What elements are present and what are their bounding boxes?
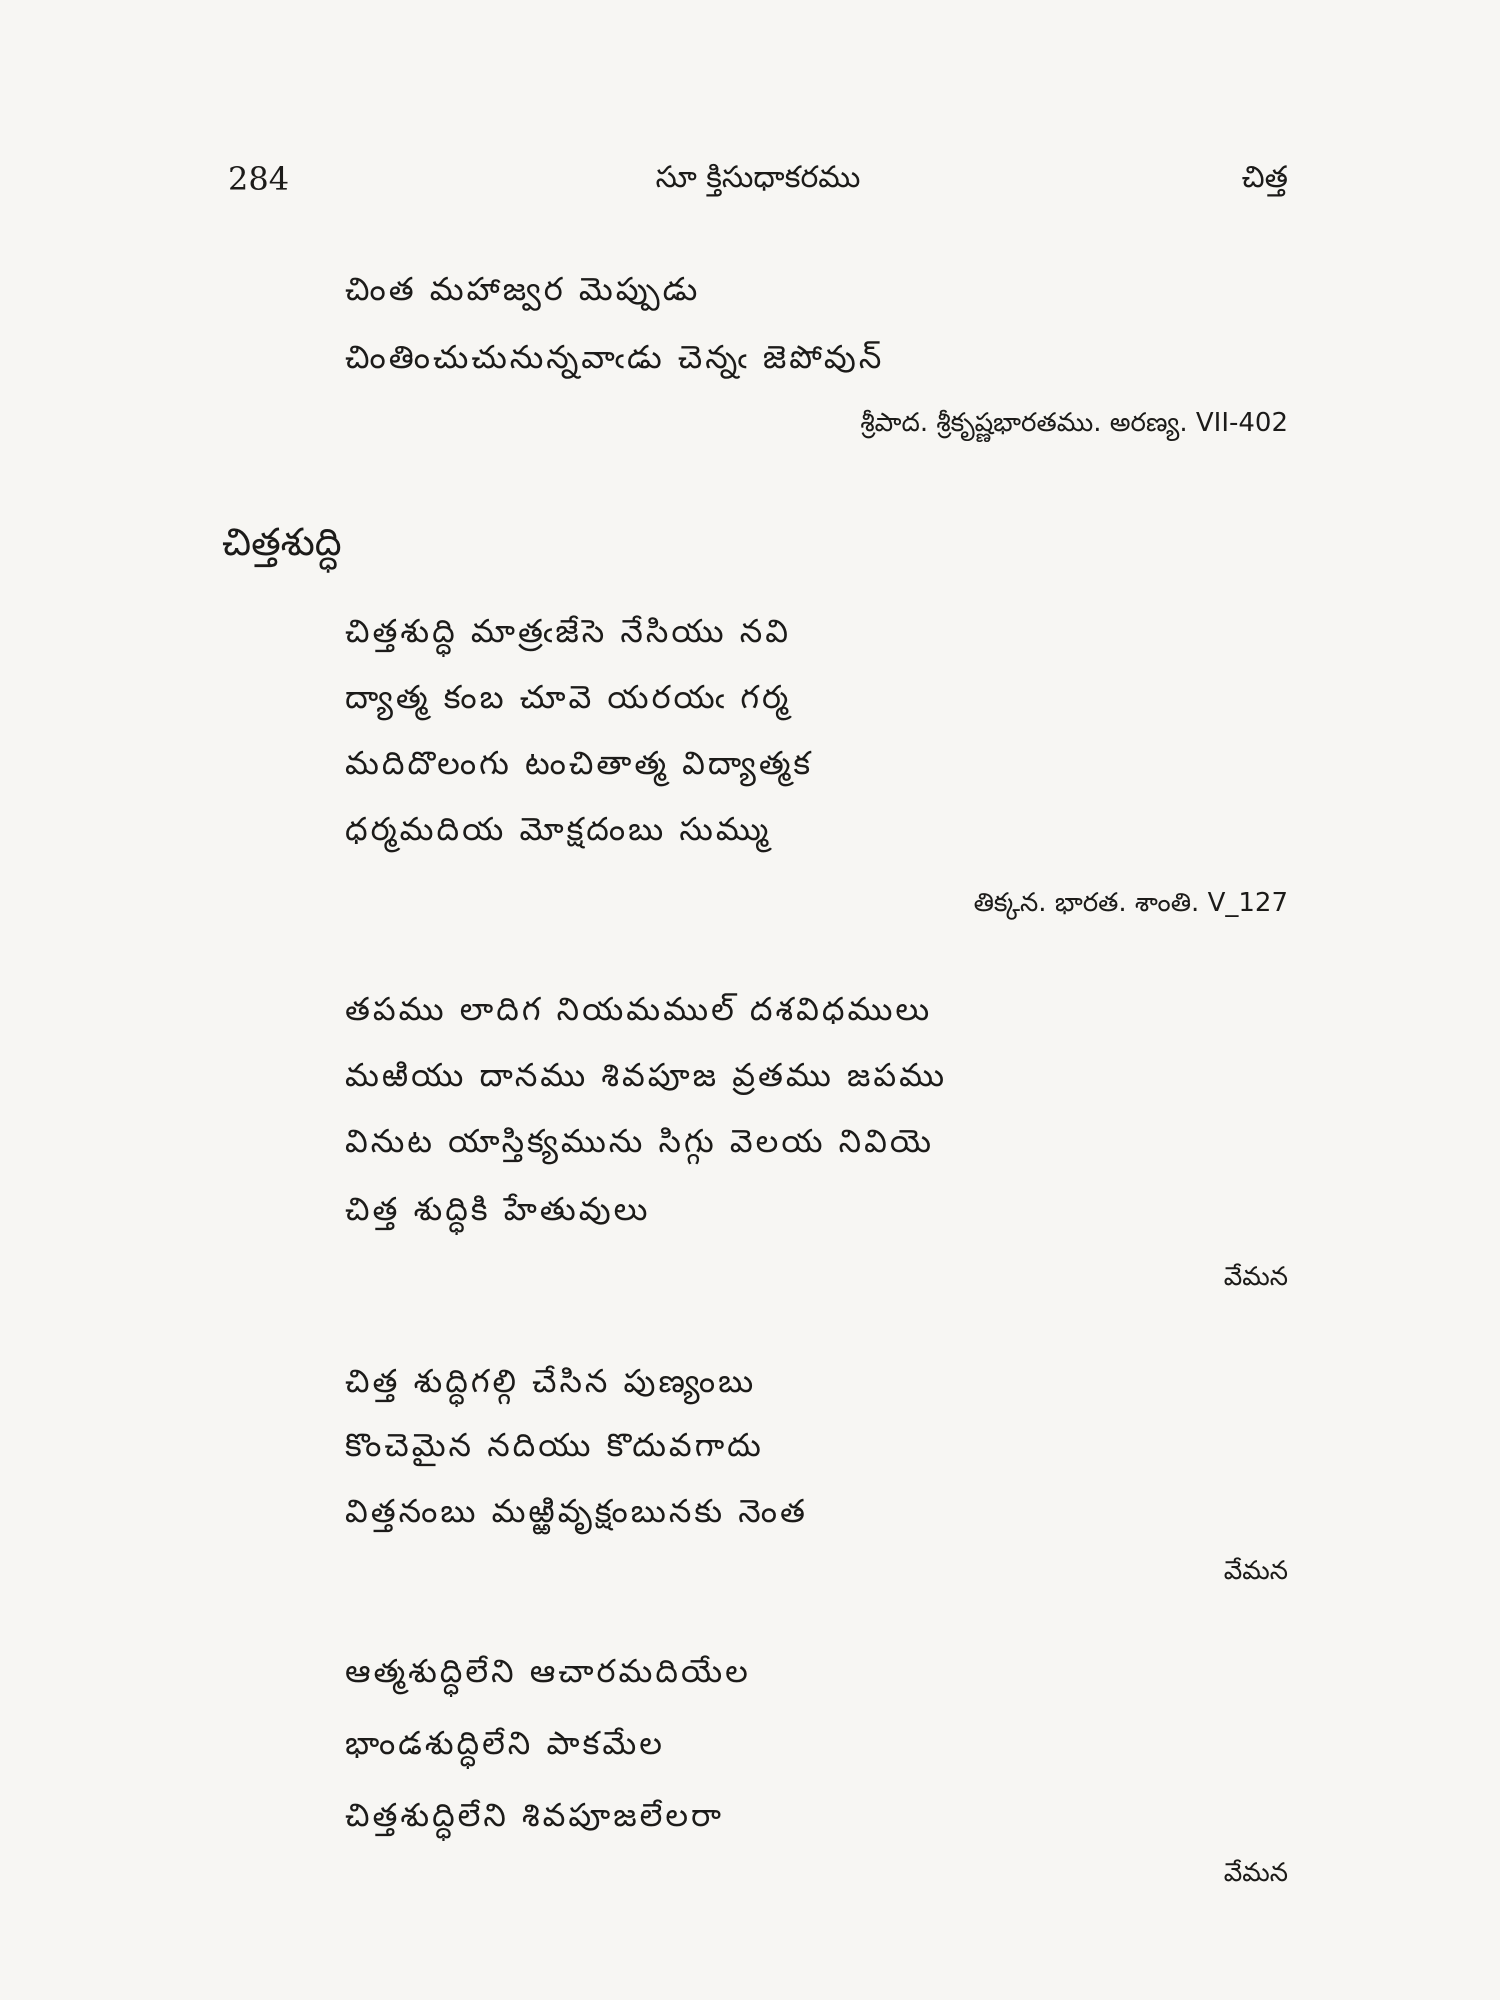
- verse-line: మదిదొలంగు టంచితాత్మ విద్యాత్మక: [345, 744, 814, 782]
- verse-line: తపము లాదిగ నియమముల్ దశవిధములు: [345, 990, 933, 1028]
- verse-line: చిత్త శుద్ధిగల్గి చేసిన పుణ్యంబు: [345, 1362, 757, 1400]
- verse-line: ధర్మమదియ మోక్షదంబు సుమ్ము: [345, 810, 772, 848]
- page-header: [228, 160, 1288, 210]
- verse-line: కొంచెమైన నదియు కొదువగాదు: [345, 1426, 764, 1464]
- verse-line: చింతించుచునున్నవాఁడు చెన్నఁ జెపోవున్: [345, 338, 885, 376]
- verse-line: వినుట యాస్తిక్యమును సిగ్గు వెలయ నివియె: [345, 1122, 935, 1160]
- verse-attribution: వేమన: [1223, 1556, 1288, 1586]
- verse-attribution: వేమన: [1223, 1262, 1288, 1292]
- verse-line: విత్తనంబు మఱ్ఱివృక్షంబునకు నెంత: [345, 1492, 808, 1530]
- running-title: సూ క్తిసుధాకరము: [655, 160, 861, 195]
- verse-attribution: తిక్కన. భారత. శాంతి. V_127: [973, 888, 1288, 918]
- verse-attribution: వేమన: [1223, 1858, 1288, 1888]
- verse-line: చిత్తశుద్ధి మాత్రఁజేసె నేసియు నవి: [345, 612, 791, 650]
- verse-line: ద్యాత్మ కంబ చూవె యరయఁ గర్మ: [345, 678, 792, 716]
- verse-line: చిత్తశుద్ధిలేని శివపూజలేలరా: [345, 1796, 724, 1834]
- verse-line: భాండశుద్ధిలేని పాకమేల: [345, 1724, 665, 1762]
- verse-line: చింత మహాజ్వర మెప్పుడు: [345, 270, 701, 308]
- verse-line: ఆత్మశుద్ధిలేని ఆచారమదియేల: [345, 1652, 751, 1690]
- verse-line: చిత్త శుద్ధికి హేతువులు: [345, 1190, 651, 1228]
- verse-attribution: శ్రీపాద. శ్రీకృష్ణభారతము. అరణ్య. VII-402: [860, 408, 1288, 438]
- page-number: 284: [228, 160, 290, 198]
- verse-line: మఱియు దానము శివపూజ వ్రతము జపము: [345, 1056, 948, 1094]
- running-section: చిత్త: [1241, 160, 1288, 195]
- section-heading: చిత్తశుద్ధి: [222, 520, 342, 564]
